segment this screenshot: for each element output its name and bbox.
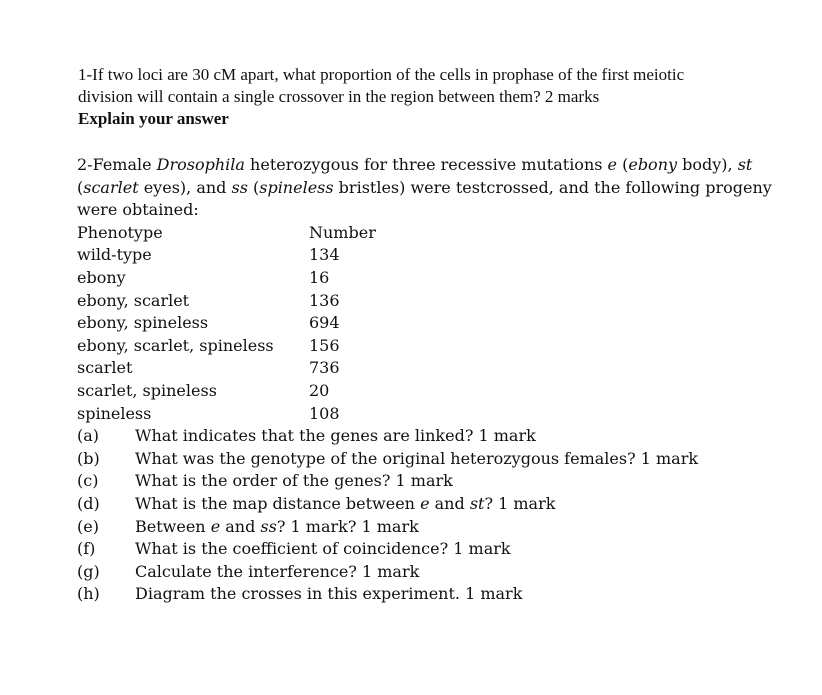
phenotype-cell: ebony (77, 267, 126, 287)
subquestion-text-part: ? 1 mark? 1 mark (276, 516, 419, 536)
intro-scarlet: scarlet (83, 177, 139, 197)
intro-allele-e: e (607, 155, 618, 174)
subquestion-g (77, 561, 797, 584)
subquestion-letter: (h) (77, 584, 100, 604)
subquestion-letter: (b) (77, 448, 100, 468)
table-row (77, 267, 797, 290)
number-cell: 156 (309, 335, 340, 355)
subquestion-letter: (d) (77, 493, 100, 513)
number-cell: 108 (309, 403, 340, 423)
intro-line-3: were obtained: (77, 200, 199, 220)
question-2 (77, 154, 797, 606)
number-cell: 736 (309, 358, 340, 378)
question-1-line-1: 1-If two loci are 30 cM apart, what proportion of the cells in prophase of the first meiotic (78, 65, 685, 84)
subquestion-letter: (g) (77, 561, 100, 581)
subquestion-letter: (c) (77, 471, 99, 491)
intro-ebony: ebony (628, 155, 678, 174)
intro-allele-ss: ss (231, 177, 248, 197)
subquestion-text: Calculate the interference? 1 mark (135, 561, 420, 581)
subquestion-d (77, 493, 797, 516)
subquestion-letter: (f) (77, 539, 96, 559)
subquestion-text-part: and (220, 516, 261, 536)
table-row (77, 290, 797, 313)
intro-line-1 (77, 154, 797, 177)
allele-e: e (210, 516, 221, 536)
subquestion-letter: (a) (77, 426, 100, 446)
phenotype-cell: scarlet (77, 358, 133, 378)
subquestion-a (77, 425, 797, 448)
number-cell: 694 (309, 313, 340, 333)
number-cell: 134 (309, 245, 340, 265)
table-row (77, 357, 797, 380)
intro-species: Drosophila (156, 155, 245, 174)
subquestion-text-part: ? 1 mark (484, 493, 556, 513)
phenotype-cell: ebony, scarlet, spineless (77, 335, 274, 355)
table-header-row (77, 222, 797, 245)
subquestion-text-part: What is the map distance between (135, 493, 421, 513)
table-row (77, 244, 797, 267)
number-cell: 136 (309, 290, 340, 310)
intro-text: eyes), and (138, 177, 232, 197)
number-cell: 16 (309, 267, 330, 287)
subquestion-e (77, 516, 797, 539)
intro-text: body), (677, 155, 738, 174)
subquestion-b (77, 448, 797, 471)
intro-line-2 (77, 177, 797, 200)
intro-text: ( (77, 177, 84, 197)
table-row (77, 380, 797, 403)
table-row (77, 312, 797, 335)
intro-allele-st: st (737, 155, 753, 174)
subquestion-text-part: Between (135, 516, 211, 536)
allele-st: st (469, 493, 485, 513)
intro-text: ( (617, 155, 629, 174)
header-phenotype: Phenotype (77, 222, 163, 242)
progeny-table (77, 222, 797, 425)
number-cell: 20 (309, 380, 330, 400)
subquestion-text: What is the order of the genes? 1 mark (135, 471, 453, 491)
intro-spineless: spineless (259, 177, 334, 197)
subquestion-list (77, 425, 797, 606)
intro-text: ( (247, 177, 260, 197)
subquestion-text-part: and (429, 493, 470, 513)
subquestion-text: What was the genotype of the original heterozygous females? 1 mark (135, 448, 699, 468)
question-1 (78, 64, 798, 130)
subquestion-f (77, 538, 797, 561)
subquestion-text (135, 516, 419, 539)
intro-text: heterozygous for three recessive mutations (244, 155, 608, 174)
phenotype-cell: ebony, spineless (77, 313, 209, 333)
subquestion-c (77, 470, 797, 493)
allele-ss: ss (260, 516, 277, 536)
phenotype-cell: scarlet, spineless (77, 380, 217, 400)
intro-text: bristles) were testcrossed, and the following progeny (333, 177, 772, 197)
table-row (77, 403, 797, 426)
phenotype-cell: ebony, scarlet (77, 290, 190, 310)
intro-text: 2-Female (77, 155, 157, 174)
phenotype-cell: wild-type (77, 245, 152, 265)
allele-e: e (420, 493, 430, 513)
question-2-intro (77, 154, 797, 222)
header-number: Number (309, 222, 376, 242)
question-1-instruction: Explain your answer (78, 109, 229, 128)
question-1-line-2: division will contain a single crossover in the region between them? 2 marks (78, 87, 600, 106)
subquestion-text: What indicates that the genes are linked? 1 mark (135, 426, 536, 446)
phenotype-cell: spineless (77, 403, 152, 423)
subquestion-text: Diagram the crosses in this experiment. 1 mark (135, 584, 523, 604)
table-row (77, 335, 797, 358)
subquestion-text: What is the coefficient of coincidence? 1 mark (135, 539, 511, 559)
subquestion-letter: (e) (77, 516, 99, 536)
subquestion-text (135, 493, 555, 516)
subquestion-h (77, 583, 797, 606)
